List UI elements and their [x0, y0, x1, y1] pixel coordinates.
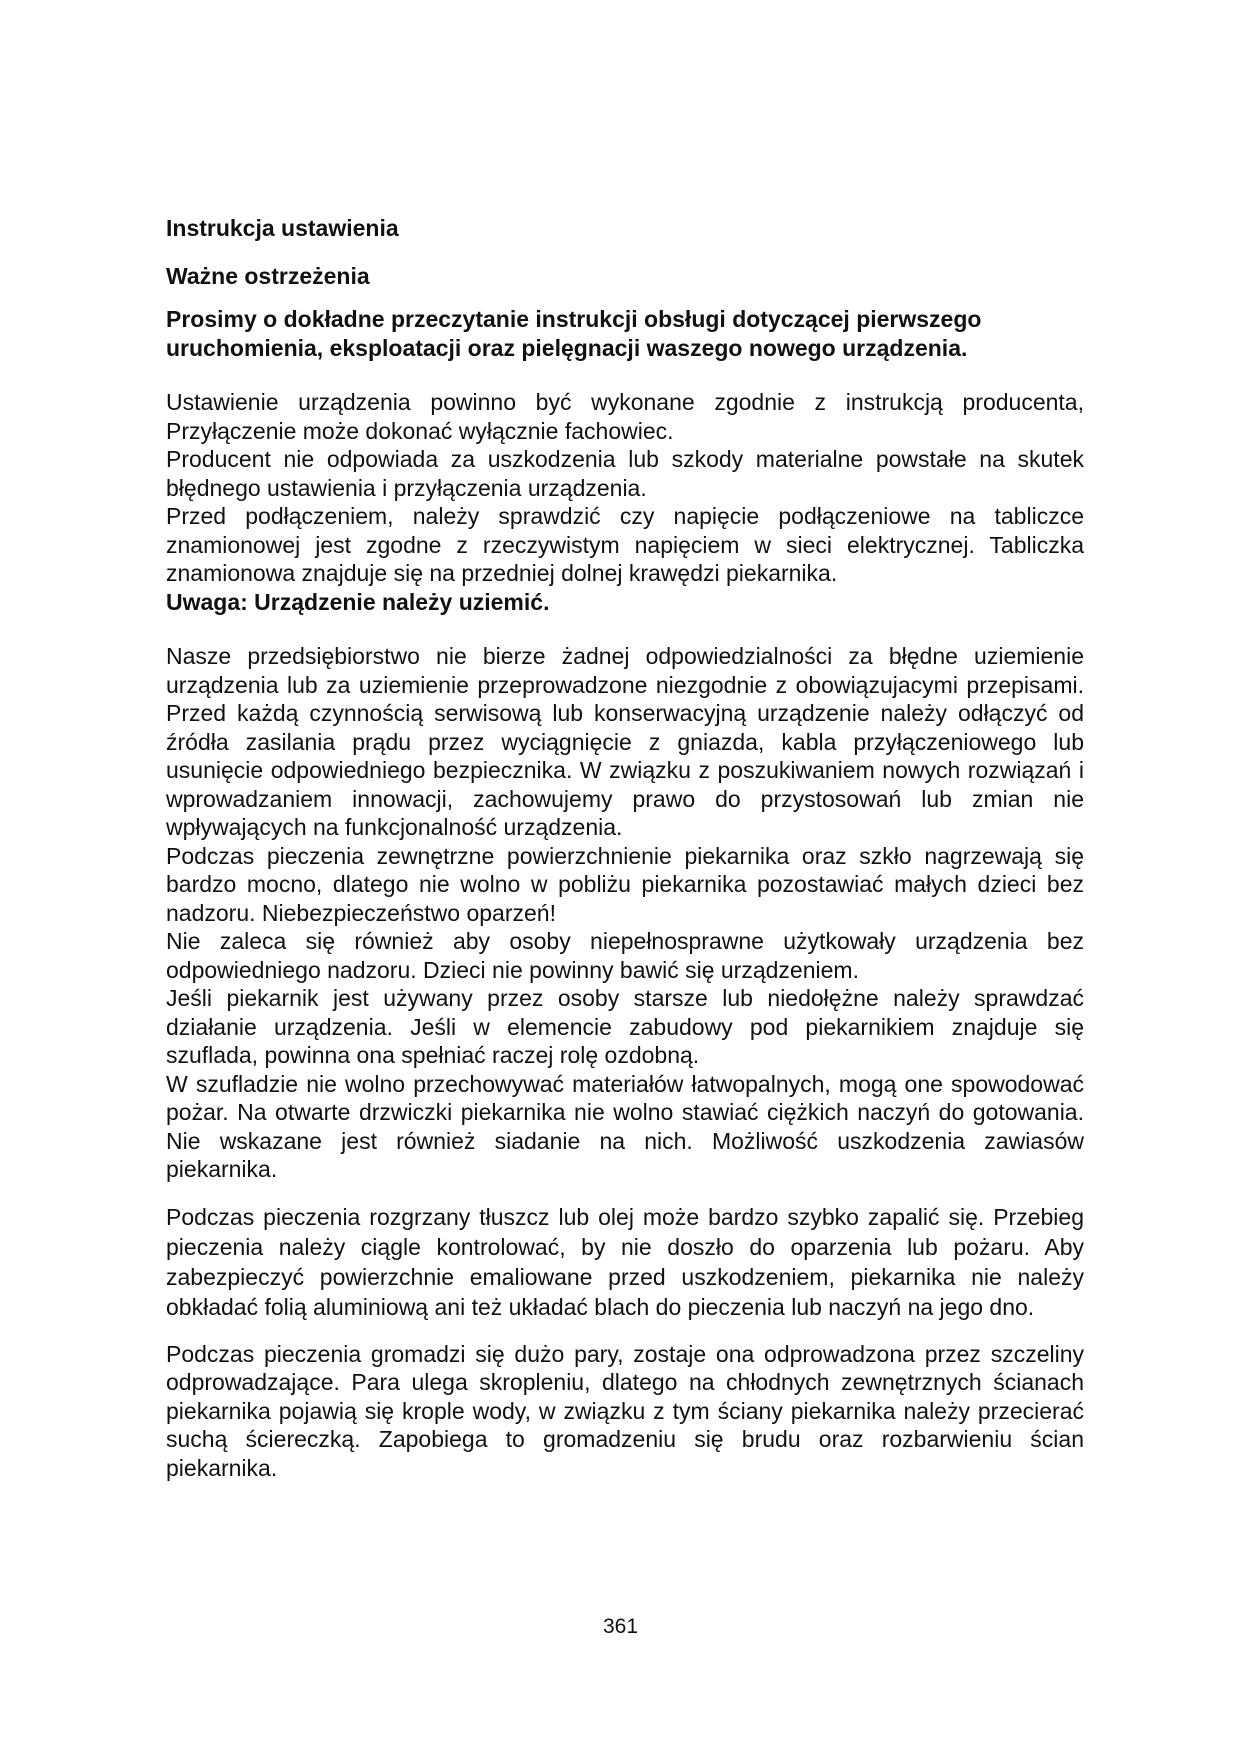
document-body	[166, 214, 1084, 1482]
paragraph-steam: Podczas pieczenia gromadzi się dużo pary, zostaje ona odprowadzona przez szczeliny odprowadzające. Para ulega skropleniu, dlatego na chłodnych zewnętrznych ścianach piekarnika pojawią się krople wody, w związku z tym ściany piekarnika należy przecierać suchą ściereczką. Zapobiega to gromadzeniu się brudu oraz rozbarwieniu ścian piekarnika.	[166, 1340, 1084, 1481]
paragraph-hot-surfaces: Podczas pieczenia zewnętrzne powierzchnienie piekarnika oraz szkło nagrzewają się bardzo mocno, dlatego nie wolno w pobliżu piekarnika pozostawiać małych dzieci bez nadzoru. Niebezpieczeństwo oparzeń!	[166, 842, 1084, 926]
paragraph-hot-fat: Podczas pieczenia rozgrzany tłuszcz lub olej może bardzo szybko zapalić się. Przebieg pieczenia należy ciągle kontrolować, by nie doszło do oparzenia lub pożaru. Aby zabezpieczyć powierzchnie emaliowane przed uszkodzeniem, piekarnika nie należy obkładać folią aluminiową ani też układać blach do pieczenia lub naczyń na jego dno.	[166, 1203, 1084, 1320]
paragraph-drawer: W szufladzie nie wolno przechowywać materiałów łatwopalnych, mogą one spowodować pożar. Na otwarte drzwiczki piekarnika nie wolno stawiać ciężkich naczyń do gotowania. Nie wskazane jest również siadanie na nich. Możliwość uszkodzenia zawiasów piekarnika.	[166, 1070, 1084, 1182]
paragraph-grounding: Nasze przedsiębiorstwo nie bierze żadnej odpowiedzialności za błędne uziemienie urządzenia lub za uziemienie przeprowadzone niezgodnie z obowiązujacymi przepisami. Przed każdą czynnością serwisową lub konserwacyjną urządzenie należy odłączyć od źródła zasilania prądu przez wyciągnięcie z gniazda, kabla przyłączeniowego lub usunięcie odpowiedniego bezpiecznika. W związku z poszukiwaniem nowych rozwiązań i wprowadzaniem innowacji, zachowujemy prawo do przystosowań lub zmian nie wpływających na funkcjonalność urządzenia.	[166, 643, 1084, 840]
paragraph-supervision: Nie zaleca się również aby osoby niepełnosprawne użytkowały urządzenia bez odpowiedniego nadzoru. Dzieci nie powinny bawić się urządzeniem.	[166, 928, 1084, 983]
section-subtitle: Ważne ostrzeżenia	[166, 263, 370, 289]
page-number: 361	[602, 1615, 639, 1638]
paragraph-liability: Producent nie odpowiada za uszkodzenia lub szkody materialne powstałe na skutek błędnego ustawienia i przyłączenia urządzenia.	[166, 446, 1084, 501]
section-title: Instrukcja ustawienia	[166, 215, 399, 241]
grounding-warning: Uwaga: Urządzenie należy uziemić.	[166, 588, 550, 615]
paragraph-installation: Ustawienie urządzenia powinno być wykonane zgodnie z instrukcją producenta, Przyłączenie może dokonać wyłącznie fachowiec.	[166, 389, 1084, 444]
paragraph-elderly-users: Jeśli piekarnik jest używany przez osoby starsze lub niedołężne należy sprawdzać działanie urządzenia. Jeśli w elemencie zabudowy pod piekarnikiem znajduje się szuflada, powinna ona spełniać raczej rolę ozdobną.	[166, 985, 1084, 1068]
intro-paragraph: Prosimy o dokładne przeczytanie instrukcji obsługi dotyczącej pierwszego uruchomienia, eksploatacji oraz pielęgnacji waszego nowego urządzenia.	[166, 306, 982, 361]
paragraph-voltage-check: Przed podłączeniem, należy sprawdzić czy napięcie podłączeniowe na tabliczce znamionowej jest zgodne z rzeczywistym napięciem w sieci elektrycznej. Tabliczka znamionowa znajduje się na przedniej dolnej krawędzi piekarnika.	[166, 503, 1084, 586]
